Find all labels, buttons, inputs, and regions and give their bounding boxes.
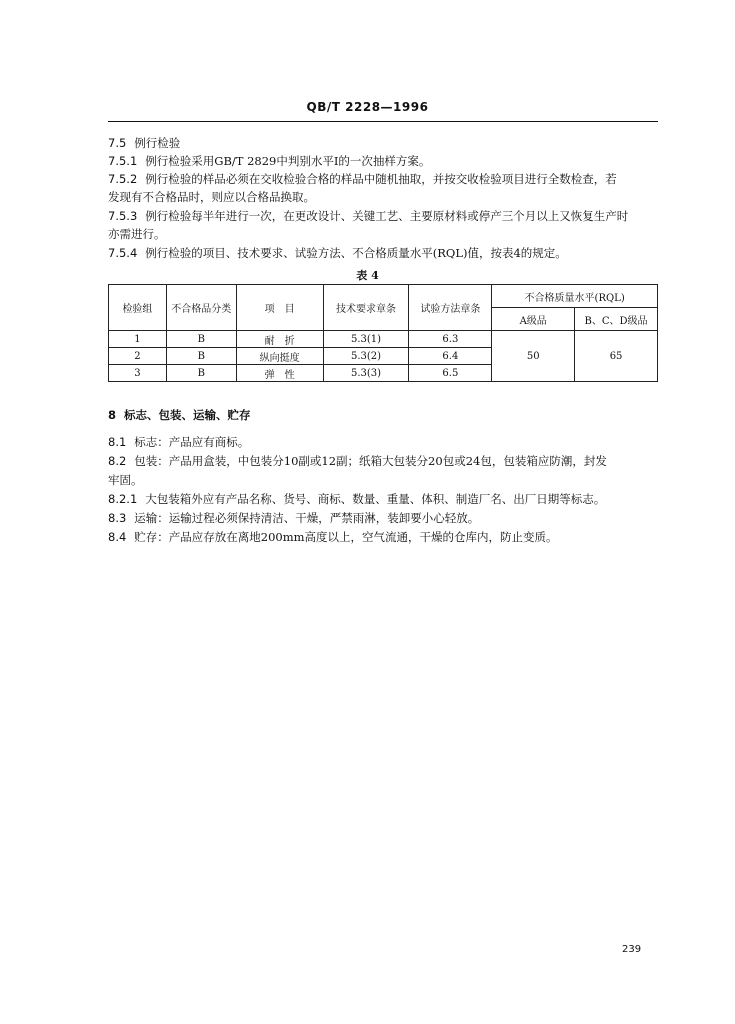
- cell-tech: 5.3(2): [323, 348, 409, 365]
- clause-number: 7.5: [108, 136, 127, 150]
- inspection-table: [108, 284, 658, 382]
- clause-8-3: [108, 509, 660, 527]
- header-item: 项 目: [236, 285, 323, 331]
- clause-text: 例行检验采用GB/T 2829中判别水平Ⅰ的一次抽样方案。: [145, 154, 431, 168]
- header-group: 检验组: [109, 285, 167, 331]
- clause-number: 8.2.1: [108, 492, 138, 506]
- clause-text: 包装：产品用盒装，中包装分10副或12副；纸箱大包装分20包或24包，包装箱应防潮，封发: [134, 454, 607, 468]
- clause-text: 标志：产品应有商标。: [134, 435, 250, 449]
- clause-7-5-4: [108, 244, 660, 262]
- clause-8-2-1: [108, 490, 660, 508]
- header-tech-clause: 技术要求章条: [323, 285, 409, 331]
- table-row: [109, 331, 658, 348]
- clause-text: 发现有不合格品时，则应以合格品换取。: [108, 190, 315, 204]
- clause-text: 例行检验: [134, 136, 181, 150]
- clause-number: 8.3: [108, 511, 127, 525]
- clause-8-1: [108, 433, 660, 451]
- clause-7-5-1: [108, 152, 660, 170]
- cell-test: 6.3: [409, 331, 492, 348]
- section-8-heading: [108, 406, 660, 424]
- cell-category: B: [166, 365, 236, 382]
- clause-number: 8.2: [108, 454, 127, 468]
- header-category: 不合格品分类: [166, 285, 236, 331]
- page-number: 239: [622, 944, 642, 955]
- clause-text: 贮存：产品应存放在离地200mm高度以上，空气流通，干燥的仓库内，防止变质。: [134, 530, 558, 544]
- clause-number: 8.1: [108, 435, 127, 449]
- header-grade-a: A级品: [492, 308, 575, 331]
- cell-item: 纵向挺度: [236, 348, 323, 365]
- clause-text: 例行检验每半年进行一次，在更改设计、关键工艺、主要原材料或停产三个月以上又恢复生产时: [145, 209, 629, 223]
- clause-number: 8.4: [108, 530, 127, 544]
- cell-test: 6.5: [409, 365, 492, 382]
- clause-text: 亦需进行。: [108, 227, 166, 241]
- clause-number: 7.5.3: [108, 209, 138, 223]
- clause-text: 例行检验的项目、技术要求、试验方法、不合格质量水平(RQL)值，按表4的规定。: [145, 246, 567, 260]
- clause-7-5-2-cont: [108, 188, 660, 206]
- cell-rql-a: 50: [492, 331, 575, 382]
- clause-text: 例行检验的样品必须在交收检验合格的样品中随机抽取，并按交收检验项目进行全数检查，若: [145, 172, 617, 186]
- cell-group: 3: [109, 365, 167, 382]
- section-7-5-heading: [108, 134, 660, 152]
- cell-category: B: [166, 348, 236, 365]
- table-header-row: [109, 285, 658, 308]
- cell-tech: 5.3(1): [323, 331, 409, 348]
- cell-test: 6.4: [409, 348, 492, 365]
- cell-rql-bcd: 65: [575, 331, 658, 382]
- header-grade-bcd: B、C、D级品: [575, 308, 658, 331]
- cell-group: 2: [109, 348, 167, 365]
- clause-text: 标志、包装、运输、贮存: [124, 408, 251, 422]
- clause-8-4: [108, 528, 660, 546]
- header-rule: [108, 121, 658, 122]
- clause-text: 牢固。: [108, 473, 143, 487]
- clause-number: 8: [108, 408, 117, 422]
- clause-number: 7.5.4: [108, 246, 138, 260]
- clause-text: 大包装箱外应有产品名称、货号、商标、数量、重量、体积、制造厂名、出厂日期等标志。: [145, 492, 606, 506]
- cell-item: 弹 性: [236, 365, 323, 382]
- clause-7-5-3-cont: [108, 225, 660, 243]
- header-test-clause: 试验方法章条: [409, 285, 492, 331]
- clause-7-5-2: [108, 170, 660, 188]
- cell-category: B: [166, 331, 236, 348]
- clause-number: 7.5.1: [108, 154, 138, 168]
- clause-8-2: [108, 452, 660, 470]
- clause-text: 运输：运输过程必须保持清洁、干燥，严禁雨淋，装卸要小心轻放。: [134, 511, 480, 525]
- clause-number: 7.5.2: [108, 172, 138, 186]
- cell-tech: 5.3(3): [323, 365, 409, 382]
- header-rql: 不合格质量水平(RQL): [492, 285, 658, 308]
- clause-8-2-cont: [108, 471, 660, 489]
- standard-header: QB/T 2228—1996: [306, 100, 429, 114]
- clause-7-5-3: [108, 207, 660, 225]
- table-title: 表 4: [356, 269, 379, 282]
- cell-group: 1: [109, 331, 167, 348]
- cell-item: 耐 折: [236, 331, 323, 348]
